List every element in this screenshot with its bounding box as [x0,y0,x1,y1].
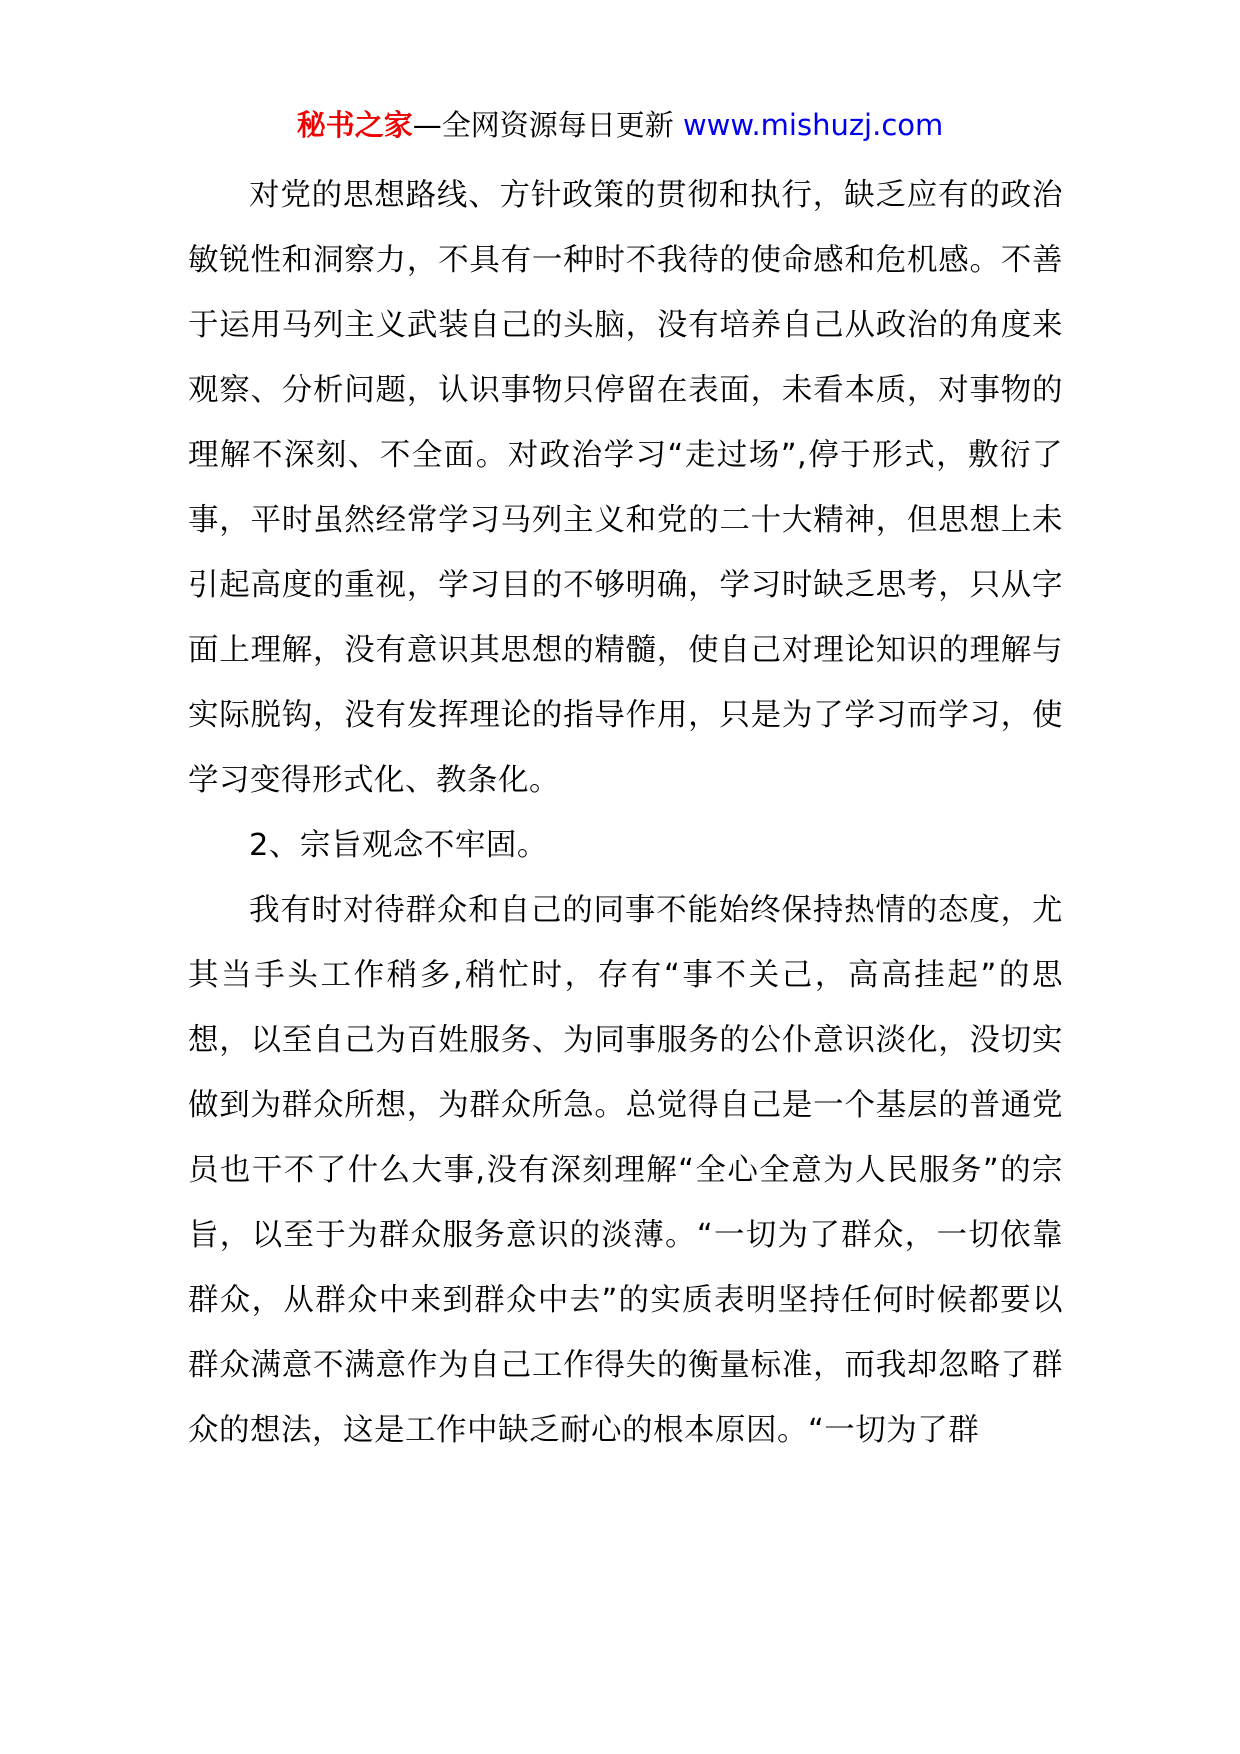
paragraph-serving-masses: 我有时对待群众和自己的同事不能始终保持热情的态度，尤其当手头工作稍多,稍忙时，存有“事不关己，高高挂起”的思想，以至自己为百姓服务、为同事服务的公仆意识淡化，没切实做到为群众所想，为群众所急。总觉得自己是一个基层的普通党员也干不了什么大事,没有深刻理解“全心全意为人民服务”的宗旨，以至于为群众服务意识的淡薄。“一切为了群众，一切依靠群众，从群众中来到群众中去”的实质表明坚持任何时候都要以群众满意不满意作为自己工作得失的衡量标准，而我却忽略了群众的想法，这是工作中缺乏耐心的根本原因。“一切为了群 [188,893,1063,1448]
document-body [188,163,1063,1463]
section-heading-purpose: 2、宗旨观念不牢固。 [249,828,548,863]
header-url-link[interactable]: www.mishuzj.com [682,108,944,142]
header-brand: 秘书之家 [296,108,413,142]
page-header [0,98,1240,152]
header-tagline: —全网资源每日更新 [412,108,683,142]
paragraph-political-study: 对党的思想路线、方针政策的贯彻和执行，缺乏应有的政治敏锐性和洞察力，不具有一种时不我待的使命感和危机感。不善于运用马列主义武装自己的头脑，没有培养自己从政治的角度来观察、分析问题，认识事物只停留在表面，未看本质，对事物的理解不深刻、不全面。对政治学习“走过场”,停于形式，敷衍了事，平时虽然经常学习马列主义和党的二十大精神，但思想上未引起高度的重视，学习目的不够明确，学习时缺乏思考，只从字面上理解，没有意识其思想的精髓，使自己对理论知识的理解与实际脱钩，没有发挥理论的指导作用，只是为了学习而学习，使学习变得形式化、教条化。 [188,178,1063,798]
